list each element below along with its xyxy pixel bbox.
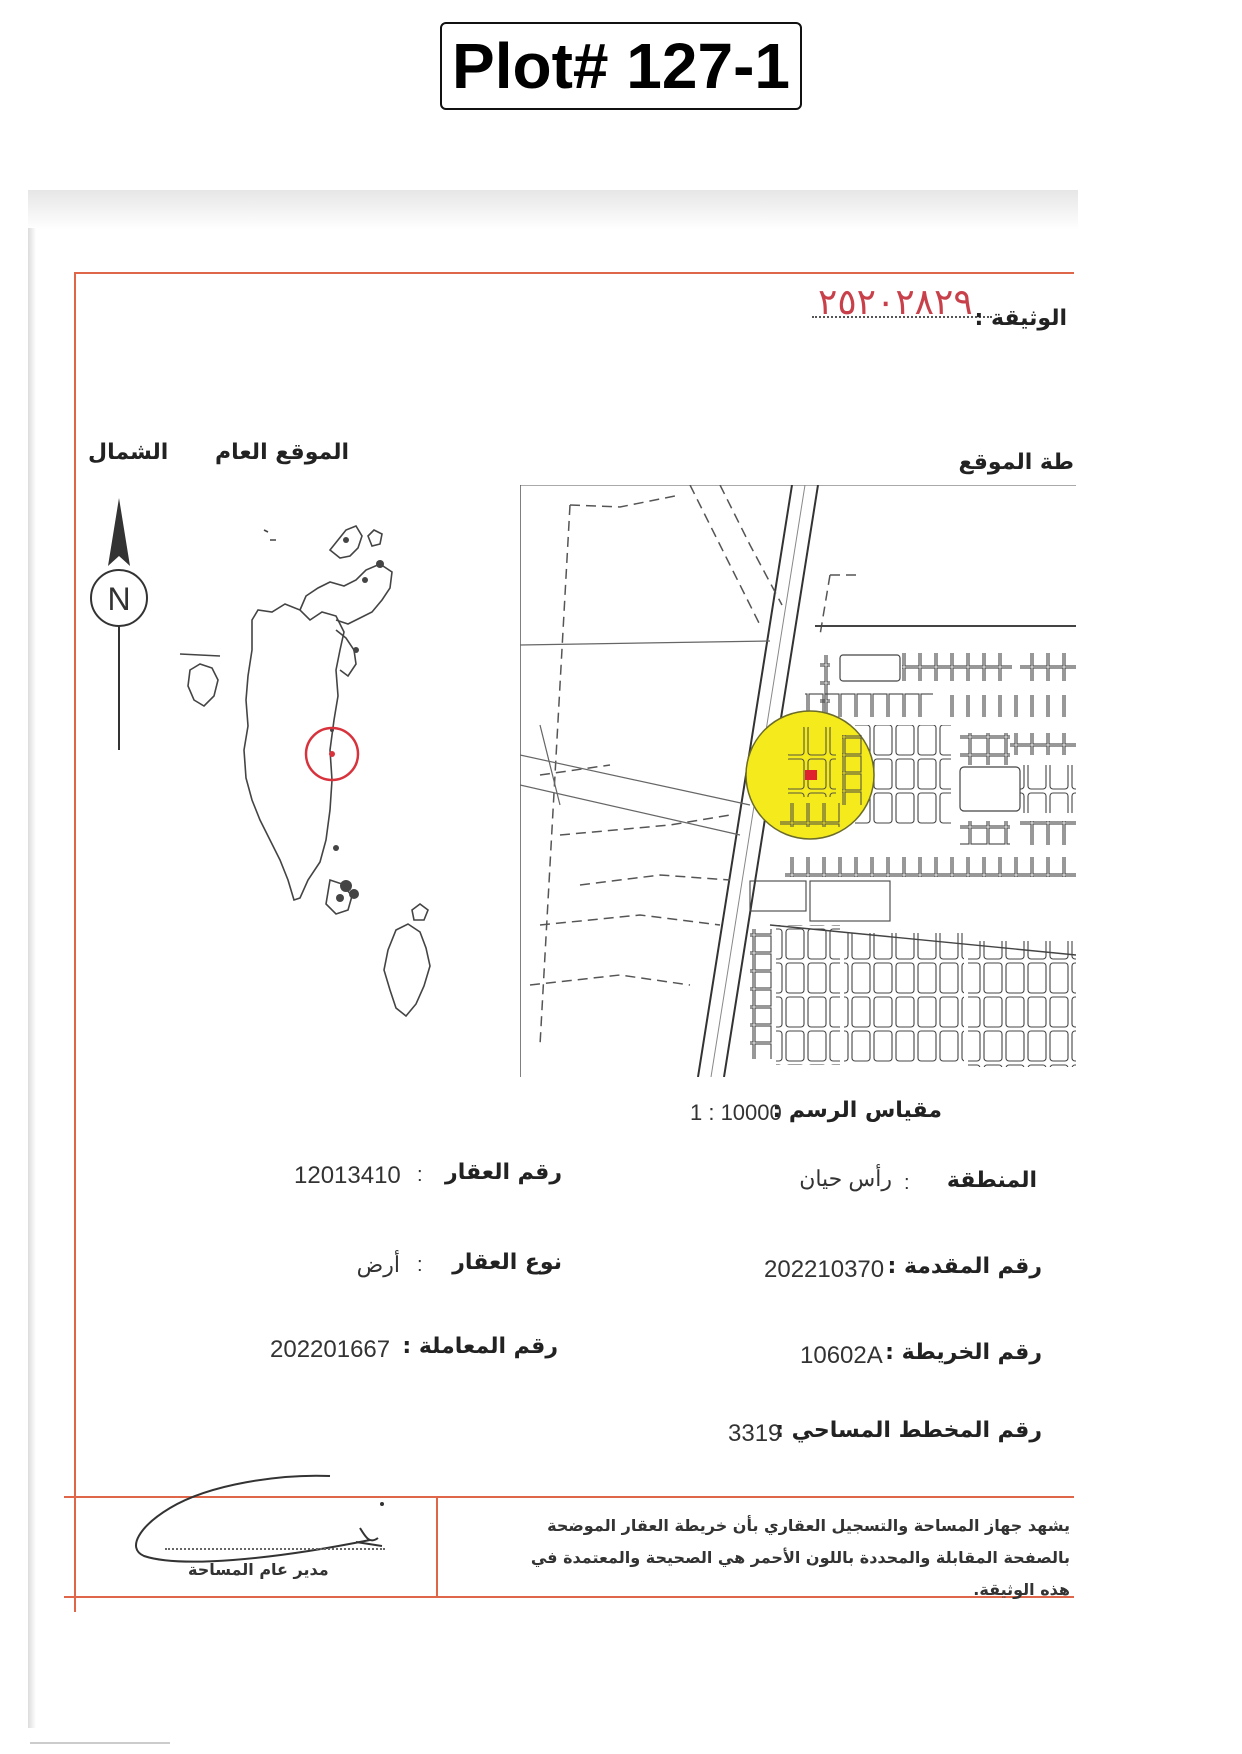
property-type-value: أرض	[356, 1252, 400, 1277]
area-separator: :	[904, 1172, 910, 1194]
general-location-map	[160, 500, 460, 1030]
document-number-dotted-line	[812, 316, 992, 318]
property-number-value: 12013410	[294, 1162, 401, 1189]
north-letter: N	[107, 581, 131, 617]
property-number-label: رقم العقار	[445, 1160, 562, 1185]
certification-text: يشهد جهاز المساحة والتسجيل العقاري بأن خريطة العقار الموضحة بالصفحة المقابلة والمحددة باللون الأحمر هي الصحيحة والمعتمدة في هذه الوثيقة.	[530, 1516, 1070, 1599]
application-number-value: 202210370	[764, 1256, 885, 1283]
scale-label: مقياس الرسم :	[772, 1098, 942, 1123]
scale-value: 1 : 10000	[690, 1100, 782, 1125]
survey-plan-number-label: رقم المخطط المساحي :	[775, 1418, 1042, 1443]
signature-title: مدير عام المساحة	[188, 1560, 329, 1579]
transaction-number-label: رقم المعاملة :	[402, 1334, 558, 1359]
scan-shadow	[28, 190, 1078, 230]
property-type-label: نوع العقار	[452, 1250, 562, 1275]
survey-plan-number-value: 3319	[728, 1420, 782, 1447]
site-map-label: طة الموقع	[958, 450, 1074, 475]
signature-dotted-line	[165, 1548, 385, 1550]
area-label: المنطقة	[946, 1168, 1037, 1193]
application-number-label: رقم المقدمة :	[887, 1254, 1042, 1279]
area-value: رأس حيان	[799, 1166, 892, 1191]
document-number: ٢٥٢٠٢٨٢٩	[818, 282, 973, 323]
frame-top-line	[74, 272, 1074, 274]
plot-title: Plot# 127-1	[440, 22, 802, 110]
document-label: الوثيقة :	[974, 306, 1067, 331]
property-number-separator: :	[417, 1164, 423, 1186]
footer-divider	[436, 1496, 438, 1598]
north-arrow-icon	[84, 494, 154, 754]
map-number-value: 10602A	[800, 1342, 883, 1369]
site-map	[520, 485, 1076, 1077]
scan-bottom-edge	[30, 1742, 170, 1744]
transaction-number-value: 202201667	[270, 1336, 391, 1363]
frame-left-line	[74, 272, 76, 1612]
scan-edge	[28, 228, 36, 1728]
north-label: الشمال	[88, 440, 169, 465]
map-number-label: رقم الخريطة :	[885, 1340, 1042, 1365]
general-location-label: الموقع العام	[215, 440, 350, 465]
property-type-separator: :	[417, 1254, 423, 1276]
